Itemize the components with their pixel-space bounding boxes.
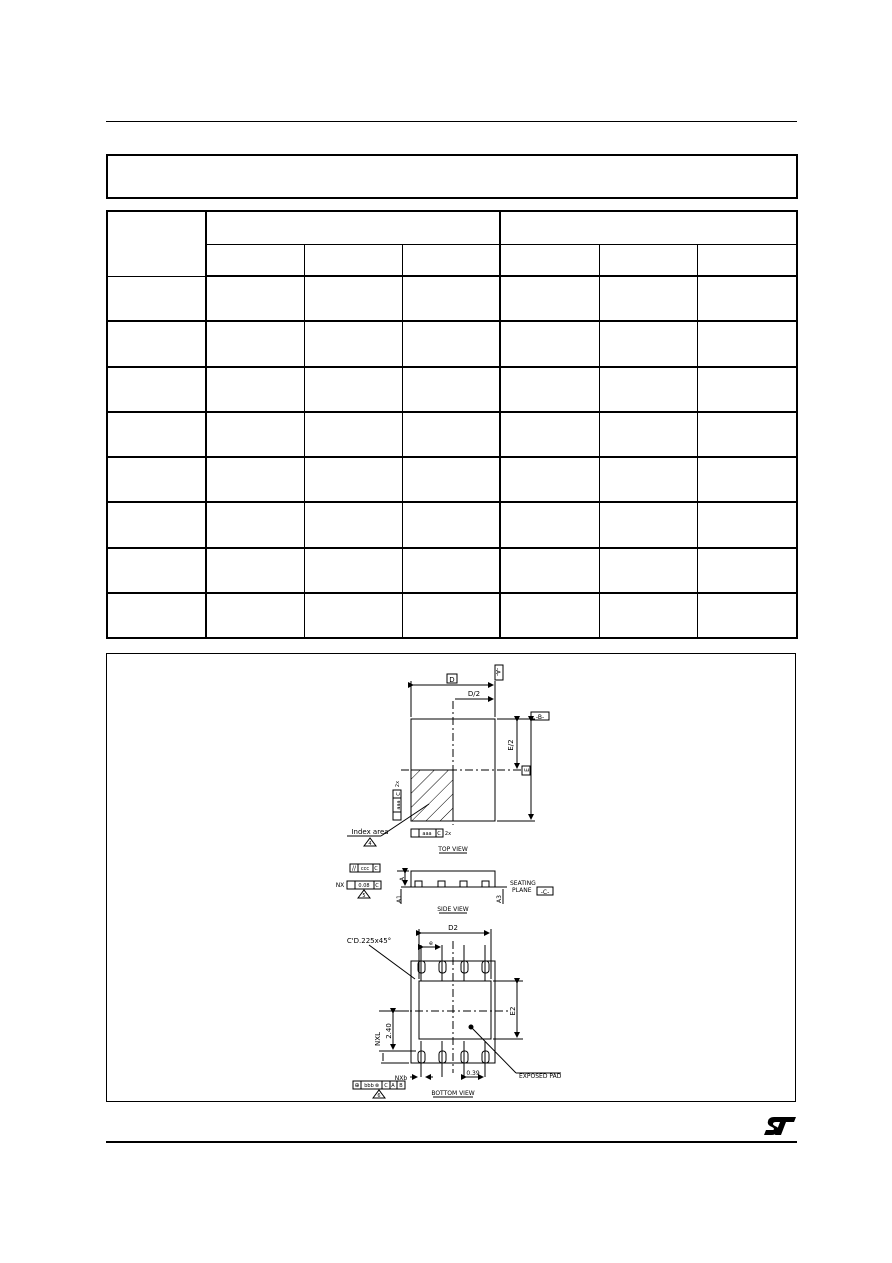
table-cell [107, 412, 206, 457]
table-cell [500, 321, 599, 366]
dim-039-label: 0.39 [466, 1070, 480, 1077]
exposed-pad-label: EXPOSED PAD [519, 1073, 562, 1080]
side-lead [482, 881, 489, 887]
table-cell [697, 276, 797, 321]
table-cell [402, 502, 500, 547]
table-cell [599, 321, 697, 366]
table-cell [500, 593, 599, 638]
table-cell [402, 321, 500, 366]
table-cell [206, 457, 304, 502]
table-cell [304, 367, 402, 412]
tol-c-left: C [396, 792, 402, 796]
table-cell [402, 412, 500, 457]
table-cell [304, 502, 402, 547]
tol-bbb-label: bbb [364, 1083, 374, 1089]
table-cell [599, 276, 697, 321]
seating-label: SEATING [510, 880, 536, 887]
table-header-dim [107, 211, 206, 276]
dim-e-half-label: E/2 [507, 739, 515, 751]
table-cell [500, 367, 599, 412]
tol-a-bottom-view: A [391, 1083, 395, 1089]
table-cell [304, 276, 402, 321]
table-cell [107, 502, 206, 547]
bottom-view-caption: BOTTOM VIEW [431, 1090, 475, 1097]
dim-a3-label: A3 [496, 895, 503, 903]
ref-5-label: 5 [362, 893, 366, 899]
side-lead [438, 881, 445, 887]
chamfer-label: C'D.225x45° [346, 937, 392, 945]
table-cell [206, 367, 304, 412]
table-cell [599, 367, 697, 412]
table-header-min [500, 244, 599, 276]
tol-aaa-bottom: aaa [422, 831, 432, 837]
svg-text:⊗: ⊗ [374, 1083, 380, 1089]
package-drawing [106, 653, 796, 1102]
table-cell [402, 367, 500, 412]
table-cell [206, 548, 304, 593]
table-cell [107, 548, 206, 593]
table-cell [402, 593, 500, 638]
dim-d2-label: D2 [448, 924, 458, 932]
tol-c-bottom: C [437, 831, 441, 837]
index-area-label: Index area [351, 828, 389, 836]
dim-d-half-label: D/2 [467, 690, 481, 698]
table-cell [402, 457, 500, 502]
dim-e-pitch-label: e [429, 940, 433, 947]
table-cell [402, 548, 500, 593]
table-cell [107, 321, 206, 366]
tol-c-label-2: C [375, 883, 379, 889]
table-cell [500, 548, 599, 593]
header-rule [106, 121, 797, 122]
table-cell [599, 412, 697, 457]
top-view [347, 665, 549, 853]
footer-rule [106, 1141, 797, 1143]
table-header-typ [304, 244, 402, 276]
index-area-hatch [411, 770, 453, 821]
table-cell [304, 593, 402, 638]
table-cell [107, 457, 206, 502]
table-header-inch [500, 211, 797, 244]
table-header-typ [599, 244, 697, 276]
nx-label: NX [335, 882, 345, 889]
tol-2x-left: 2x [395, 780, 401, 788]
dim-a1-label: A1 [396, 895, 403, 903]
bottom-view [347, 924, 562, 1099]
datum-b-label: -B- [535, 714, 545, 721]
table-header-mm [206, 211, 500, 244]
table-title-box [106, 154, 798, 199]
table-cell [304, 548, 402, 593]
table-cell [304, 457, 402, 502]
index-ref-label: 4 [368, 841, 372, 847]
table-cell [697, 367, 797, 412]
table-cell [599, 548, 697, 593]
table-cell [500, 502, 599, 547]
dimensions-table [106, 210, 798, 639]
dim-240-label: 2.40 [385, 1023, 393, 1039]
dim-a-label: A [399, 876, 406, 882]
ref-6-label: 6 [377, 1093, 381, 1099]
table-cell [107, 593, 206, 638]
table-cell [304, 321, 402, 366]
table-header-min [206, 244, 304, 276]
side-lead [460, 881, 467, 887]
side-lead [415, 881, 422, 887]
table-cell [206, 502, 304, 547]
dim-nxb-label: NXb [394, 1075, 408, 1082]
tol-008-label: 0.08 [358, 883, 370, 889]
tol-ccc-label: ccc [360, 866, 370, 872]
table-cell [697, 412, 797, 457]
tol-aaa-left: aaa [396, 800, 402, 810]
side-view [336, 864, 553, 913]
dim-nxl-label: NXL [374, 1032, 382, 1046]
dim-e2-label: E2 [509, 1006, 517, 1016]
table-cell [402, 276, 500, 321]
side-view-caption: SIDE VIEW [437, 906, 469, 913]
tol-c-bottom-view: C [384, 1083, 388, 1089]
top-view-caption: TOP VIEW [438, 846, 468, 853]
table-cell [697, 502, 797, 547]
datum-a-label: -A- [494, 667, 501, 677]
tol-c-label: C [374, 866, 378, 872]
table-cell [599, 457, 697, 502]
table-cell [500, 412, 599, 457]
plane-label: PLANE [512, 887, 532, 894]
table-cell [206, 276, 304, 321]
dim-d-label: D [449, 676, 455, 684]
table-cell [206, 593, 304, 638]
table-header-max [697, 244, 797, 276]
table-cell [500, 457, 599, 502]
table-cell [206, 412, 304, 457]
svg-text:⊕: ⊕ [354, 1082, 360, 1089]
table-cell [107, 367, 206, 412]
table-cell [697, 321, 797, 366]
tol-2x-bottom: 2x [444, 831, 452, 837]
table-cell [500, 276, 599, 321]
table-cell [206, 321, 304, 366]
table-cell [107, 276, 206, 321]
exposed-pad [419, 981, 491, 1039]
dim-e-label: E [524, 768, 531, 772]
table-cell [697, 593, 797, 638]
table-cell [697, 457, 797, 502]
table-cell [599, 502, 697, 547]
table-cell [304, 412, 402, 457]
tol-b-bottom-view: B [399, 1083, 403, 1089]
table-cell [697, 548, 797, 593]
datum-c-label: -C- [540, 889, 550, 896]
table-cell [599, 593, 697, 638]
package-outline-drawing [107, 654, 795, 1101]
st-logo-icon [762, 1115, 798, 1137]
svg-text://: // [351, 865, 357, 872]
table-header-max [402, 244, 500, 276]
